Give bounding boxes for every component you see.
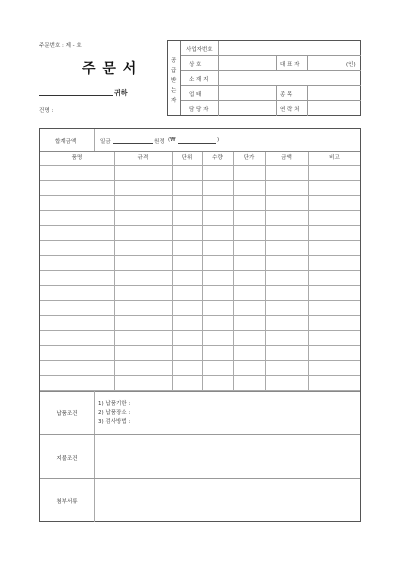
table-row-line	[40, 225, 360, 226]
recipient-suffix: 귀하	[114, 89, 128, 97]
subject-label: 건명 :	[39, 108, 54, 114]
supplier-side-char: 받	[171, 78, 177, 84]
order-number: 주문번호 : 제 - 호	[39, 43, 82, 49]
company-label: 상 호	[189, 62, 202, 68]
total-number-field[interactable]	[178, 143, 216, 144]
total-label: 합계금액	[55, 139, 77, 145]
supplier-side-char: 공	[171, 58, 177, 64]
recipient-field[interactable]	[39, 95, 113, 96]
inspection-method: 3) 검사방법 :	[98, 419, 131, 425]
delivery-deadline: 1) 납품기한 :	[98, 401, 131, 407]
column-header-unit: 단위	[181, 155, 193, 161]
table-row-line	[40, 151, 360, 152]
total-text: 일금	[100, 139, 111, 145]
payment-terms-label: 지불조건	[56, 456, 78, 462]
document-title: 주 문 서	[82, 61, 138, 77]
supplier-side-char: 자	[171, 98, 177, 104]
table-row-line	[40, 360, 360, 361]
total-paren-open: (₩	[168, 137, 176, 143]
reg-no-label: 사업자번호	[186, 47, 213, 53]
table-row-line	[40, 375, 360, 376]
business-item-label: 종 목	[280, 92, 293, 98]
table-row-line	[40, 315, 360, 316]
total-unit: 원정	[154, 139, 165, 145]
contact-label: 연 락 처	[280, 107, 300, 113]
order-details-box	[39, 128, 361, 522]
table-row-line	[40, 240, 360, 241]
table-row-line	[40, 300, 360, 301]
column-header-price: 단가	[243, 155, 255, 161]
business-type-label: 업 태	[189, 92, 202, 98]
delivery-location: 2) 납품장소 :	[98, 410, 131, 416]
table-row-line	[40, 180, 360, 181]
delivery-terms-label: 납품조건	[56, 411, 78, 417]
supplier-info-box	[167, 40, 361, 116]
address-label: 소 재 지	[189, 77, 209, 83]
column-header-item: 품명	[71, 155, 83, 161]
seal-mark: (인)	[346, 62, 356, 68]
column-header-amount: 금액	[281, 155, 292, 161]
table-row-line	[40, 330, 360, 331]
table-row-line	[40, 285, 360, 286]
table-row-line	[40, 165, 360, 166]
table-row-line	[40, 345, 360, 346]
attachments-label: 첨부서류	[56, 499, 78, 505]
table-row-line	[40, 255, 360, 256]
total-korean-field[interactable]	[113, 143, 153, 144]
table-row-line	[40, 270, 360, 271]
representative-label: 대 표 자	[280, 62, 300, 68]
column-header-note: 비고	[329, 155, 340, 161]
table-row-line	[40, 195, 360, 196]
supplier-side-char: 급	[171, 68, 177, 74]
column-header-spec: 규격	[137, 155, 149, 161]
total-paren-close: )	[217, 137, 220, 143]
supplier-side-label	[168, 41, 181, 115]
table-row-line	[40, 391, 360, 392]
column-header-qty: 수량	[212, 155, 223, 161]
table-row-line	[40, 210, 360, 211]
supplier-side-char: 는	[171, 88, 177, 94]
manager-label: 담 당 자	[189, 107, 209, 113]
